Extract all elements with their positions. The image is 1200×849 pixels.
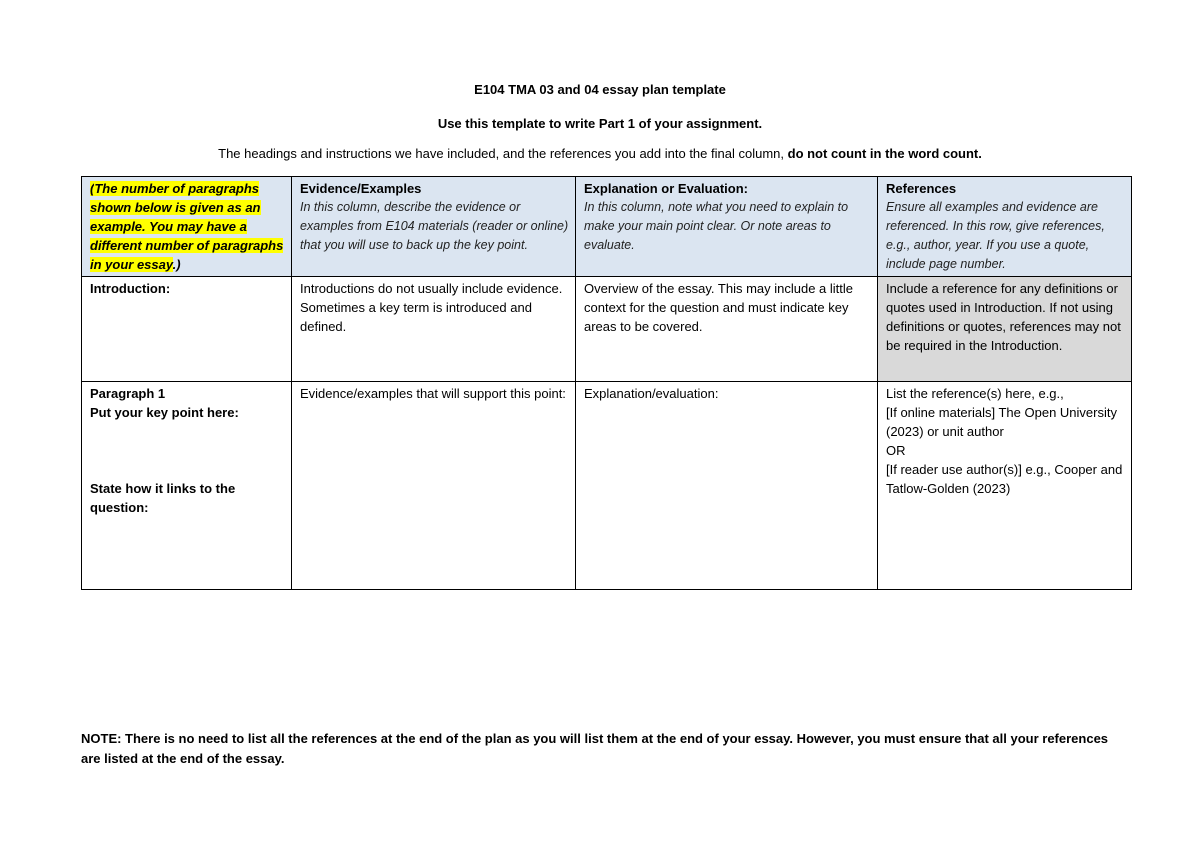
document-title: E104 TMA 03 and 04 essay plan template — [474, 82, 726, 97]
references-note: NOTE: There is no need to list all the references at the end of the plan as you will list them at the end of your essay. However, you must ensure that all your references are listed at the end of the essay. — [81, 731, 1109, 766]
paragraph-note-open: ( — [90, 181, 95, 196]
table-row-paragraph-1 — [82, 382, 1132, 590]
references-line-2: [If online materials] The Open University (2023) or unit author — [886, 405, 1117, 439]
references-heading: References — [886, 181, 957, 196]
table-header-row — [82, 177, 1132, 277]
paragraph-1-explanation[interactable]: Explanation/evaluation: — [576, 382, 878, 590]
paragraph-1-keypoint-cell[interactable] — [82, 382, 292, 590]
paragraph-1-label: Paragraph 1 — [90, 386, 166, 401]
header-cell-paragraph-note — [82, 177, 292, 277]
paragraph-1-evidence[interactable]: Evidence/examples that will support this point: — [292, 382, 576, 590]
explanation-heading: Explanation or Evaluation: — [584, 181, 748, 196]
header-cell-explanation — [576, 177, 878, 277]
header-cell-references — [878, 177, 1132, 277]
instruction-plain-text: The headings and instructions we have included, and the references you add into the final column, — [218, 146, 784, 161]
paragraph-1-link-prompt: State how it links to the question: — [90, 481, 236, 515]
instruction-bold-text: do not count in the word count. — [787, 146, 982, 161]
document-subtitle: Use this template to write Part 1 of your assignment. — [437, 116, 763, 131]
paragraph-note-close: .) — [172, 257, 181, 272]
essay-plan-table — [81, 176, 1132, 590]
paragraph-note-highlight: The number of paragraphs shown below is given as an example. You may have a different number of paragraphs in your essay — [90, 181, 284, 272]
evidence-instructions: In this column, describe the evidence or examples from E104 materials (reader or online) that you will use to back up the key point. — [300, 200, 569, 252]
references-line-4: [If reader use author(s)] e.g., Cooper and Tatlow-Golden (2023) — [886, 462, 1123, 496]
explanation-instructions: In this column, note what you need to explain to make your main point clear. Or note areas to evaluate. — [584, 200, 849, 252]
introduction-references[interactable]: Include a reference for any definitions or quotes used in Introduction. If not using definitions or quotes, references may not be required in the Introduction. — [878, 277, 1132, 382]
introduction-explanation[interactable]: Overview of the essay. This may include a little context for the question and must indicate key areas to be covered. — [576, 277, 878, 382]
references-line-1: List the reference(s) here, e.g., — [886, 386, 1064, 401]
paragraph-1-references[interactable] — [878, 382, 1132, 590]
evidence-heading: Evidence/Examples — [300, 181, 422, 196]
header-cell-evidence — [292, 177, 576, 277]
references-instructions: Ensure all examples and evidence are referenced. In this row, give references, e.g., author, year. If you use a quote, include page number. — [886, 200, 1105, 271]
references-line-3: OR — [886, 443, 906, 458]
introduction-evidence[interactable]: Introductions do not usually include evidence. Sometimes a key term is introduced and defined. — [292, 277, 576, 382]
table-row-introduction — [82, 277, 1132, 382]
introduction-label[interactable]: Introduction: — [82, 277, 292, 382]
word-count-instruction — [0, 146, 1200, 161]
paragraph-1-keypoint: Put your key point here: — [90, 405, 239, 420]
